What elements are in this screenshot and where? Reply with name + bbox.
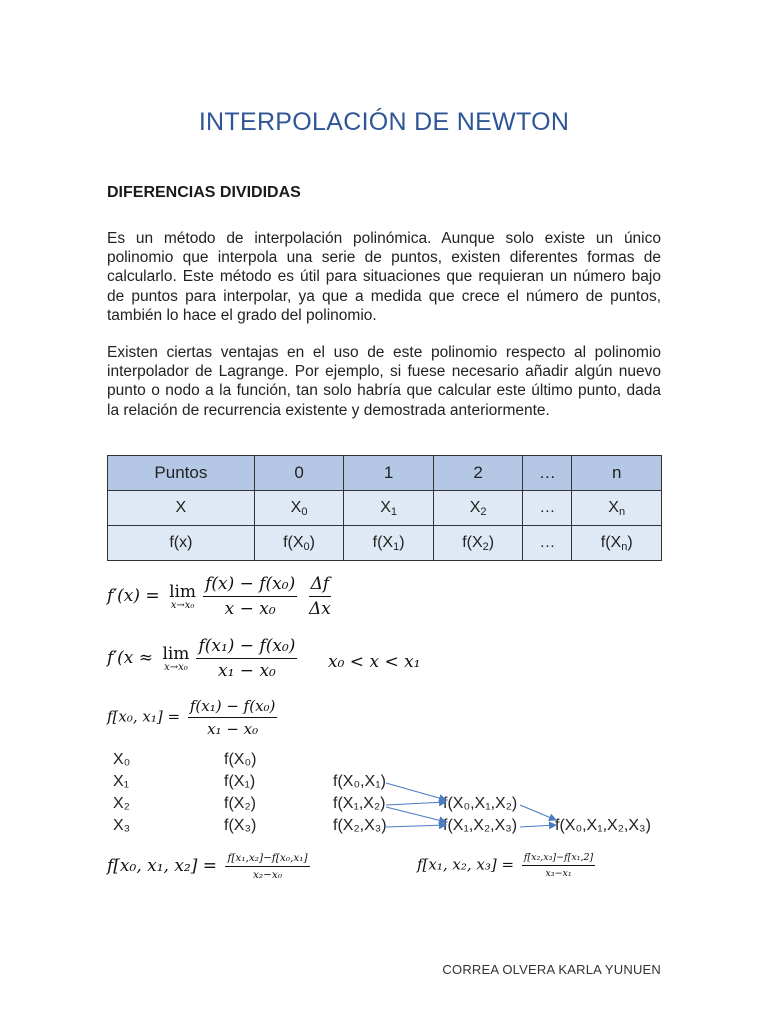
table-cell: $f(X_1)$ [344,526,434,561]
x-value: X₂ [113,795,130,812]
formula-second-order-b: f[x₁, x₂, x₃] = $\frac{\text{f[x₂,x₃]−f[x₁,2]}}{\text{x₃−x₁}}$ [417,852,594,879]
x-value: X₃ [113,817,131,834]
x-value: X₀ [113,751,131,768]
fraction: $\frac{\text{f(x₁) − f(x₀)}}{\text{x₁ − x₀}}$ [189,697,276,738]
limit-operator: lim x→x₀ [169,582,197,611]
first-order-difference: f(X₀,X₁) [333,773,386,790]
formula-approximation: f′(x ≈ lim x→x₀ $\frac{\text{f(x₁) − f(x₀)}}{\text{x₁ − x₀}}$ [107,636,296,681]
table-cell: $X_2$ [433,491,523,526]
fraction: $\frac{\text{f[x₁,x₂]−f[x₀,x₁]}}{\text{x₂−x₀}}$ [227,852,308,881]
formula-derivative: f′(x) = lim x→x₀ $\frac{\text{f(x) − f(x₀)}}{\text{x − x₀}}$ $\frac{\Delta f}{\Delta x}$ [107,574,331,619]
fraction-delta: $\frac{\Delta f}{\Delta x}$ [308,574,331,619]
table-cell: $f(X_2)$ [433,526,523,561]
limit-operator: lim x→x₀ [162,644,190,673]
table-header-cell: Puntos [108,456,255,491]
inequality: x₀ < x < x₁ [328,652,421,672]
section-heading: DIFERENCIAS DIVIDIDAS [107,184,301,201]
paragraph-intro: Es un método de interpolación polinómica. Aunque solo existe un único polinomio que interpola una serie de puntos, existen diferentes formas de calcularlo. Este método es útil para situaciones que requieran un número bajo de puntos para interpolar, ya que a medida que crece el número de puntos, también lo hace el grado del polinomio. [107,230,661,324]
arrow [520,805,556,820]
paragraph-advantages: Existen ciertas ventajas en el uso de este polinomio respecto al polinomio interpolador de Lagrange. Por ejemplo, si fuese necesario añadir algún nuevo punto o nodo a la función, tan solo habría que calcular este último punto, dada la relación de recurrencia existente y demostrada anteriormente. [107,344,661,419]
f-value: f(X₂) [224,795,256,812]
table-header-cell: 0 [254,456,344,491]
arrow [386,807,446,822]
f-value: f(X₃) [224,817,257,834]
first-order-difference: f(X₁,X₂) [333,795,386,812]
table-cell: $X_1$ [344,491,434,526]
fraction: $\frac{\text{f(x) − f(x₀)}}{\text{x − x₀}}$ [205,574,296,619]
table-cell: $f(X_n)$ [572,526,662,561]
table-header-cell: 2 [433,456,523,491]
fraction: $\frac{\text{f(x₁) − f(x₀)}}{\text{x₁ − x₀}}$ [198,636,296,681]
table-cell: … [523,526,572,561]
author-footer: CORREA OLVERA KARLA YUNUEN [442,962,661,977]
second-order-difference: f(X₀,X₁,X₂) [443,795,518,812]
fraction: $\frac{\text{f[x₂,x₃]−f[x₁,2]}}{\text{x₃−x₁}}$ [523,852,594,879]
arrow [386,783,446,800]
second-order-difference: f(X₁,X₂,X₃) [443,817,518,834]
table-cell: $f(X_0)$ [254,526,344,561]
third-order-difference: f(X₀,X₁,X₂,X₃) [555,817,651,834]
arrow [520,825,556,827]
formula-divided-difference: f[x₀, x₁] = $\frac{\text{f(x₁) − f(x₀)}}{\text{x₁ − x₀}}$ [107,697,276,738]
table-header-cell: n [572,456,662,491]
f-value: f(X₁) [224,773,256,790]
table-cell: … [523,491,572,526]
table-header-cell: … [523,456,572,491]
table-header-cell: 1 [344,456,434,491]
first-order-difference: f(X₂,X₃) [333,817,387,834]
arrow [386,825,446,827]
table-cell: $X_n$ [572,491,662,526]
table-cell: f(x) [108,526,255,561]
f-value: f(X₀) [224,751,257,768]
table-cell: $X_0$ [254,491,344,526]
x-value: X₁ [113,773,130,790]
formula-second-order: f[x₀, x₁, x₂] = $\frac{\text{f[x₁,x₂]−f[x₀,x₁]}}{\text{x₂−x₀}}$ [107,852,308,881]
arrow [386,802,446,805]
table-cell: X [108,491,255,526]
page-title: INTERPOLACIÓN DE NEWTON [198,108,570,136]
